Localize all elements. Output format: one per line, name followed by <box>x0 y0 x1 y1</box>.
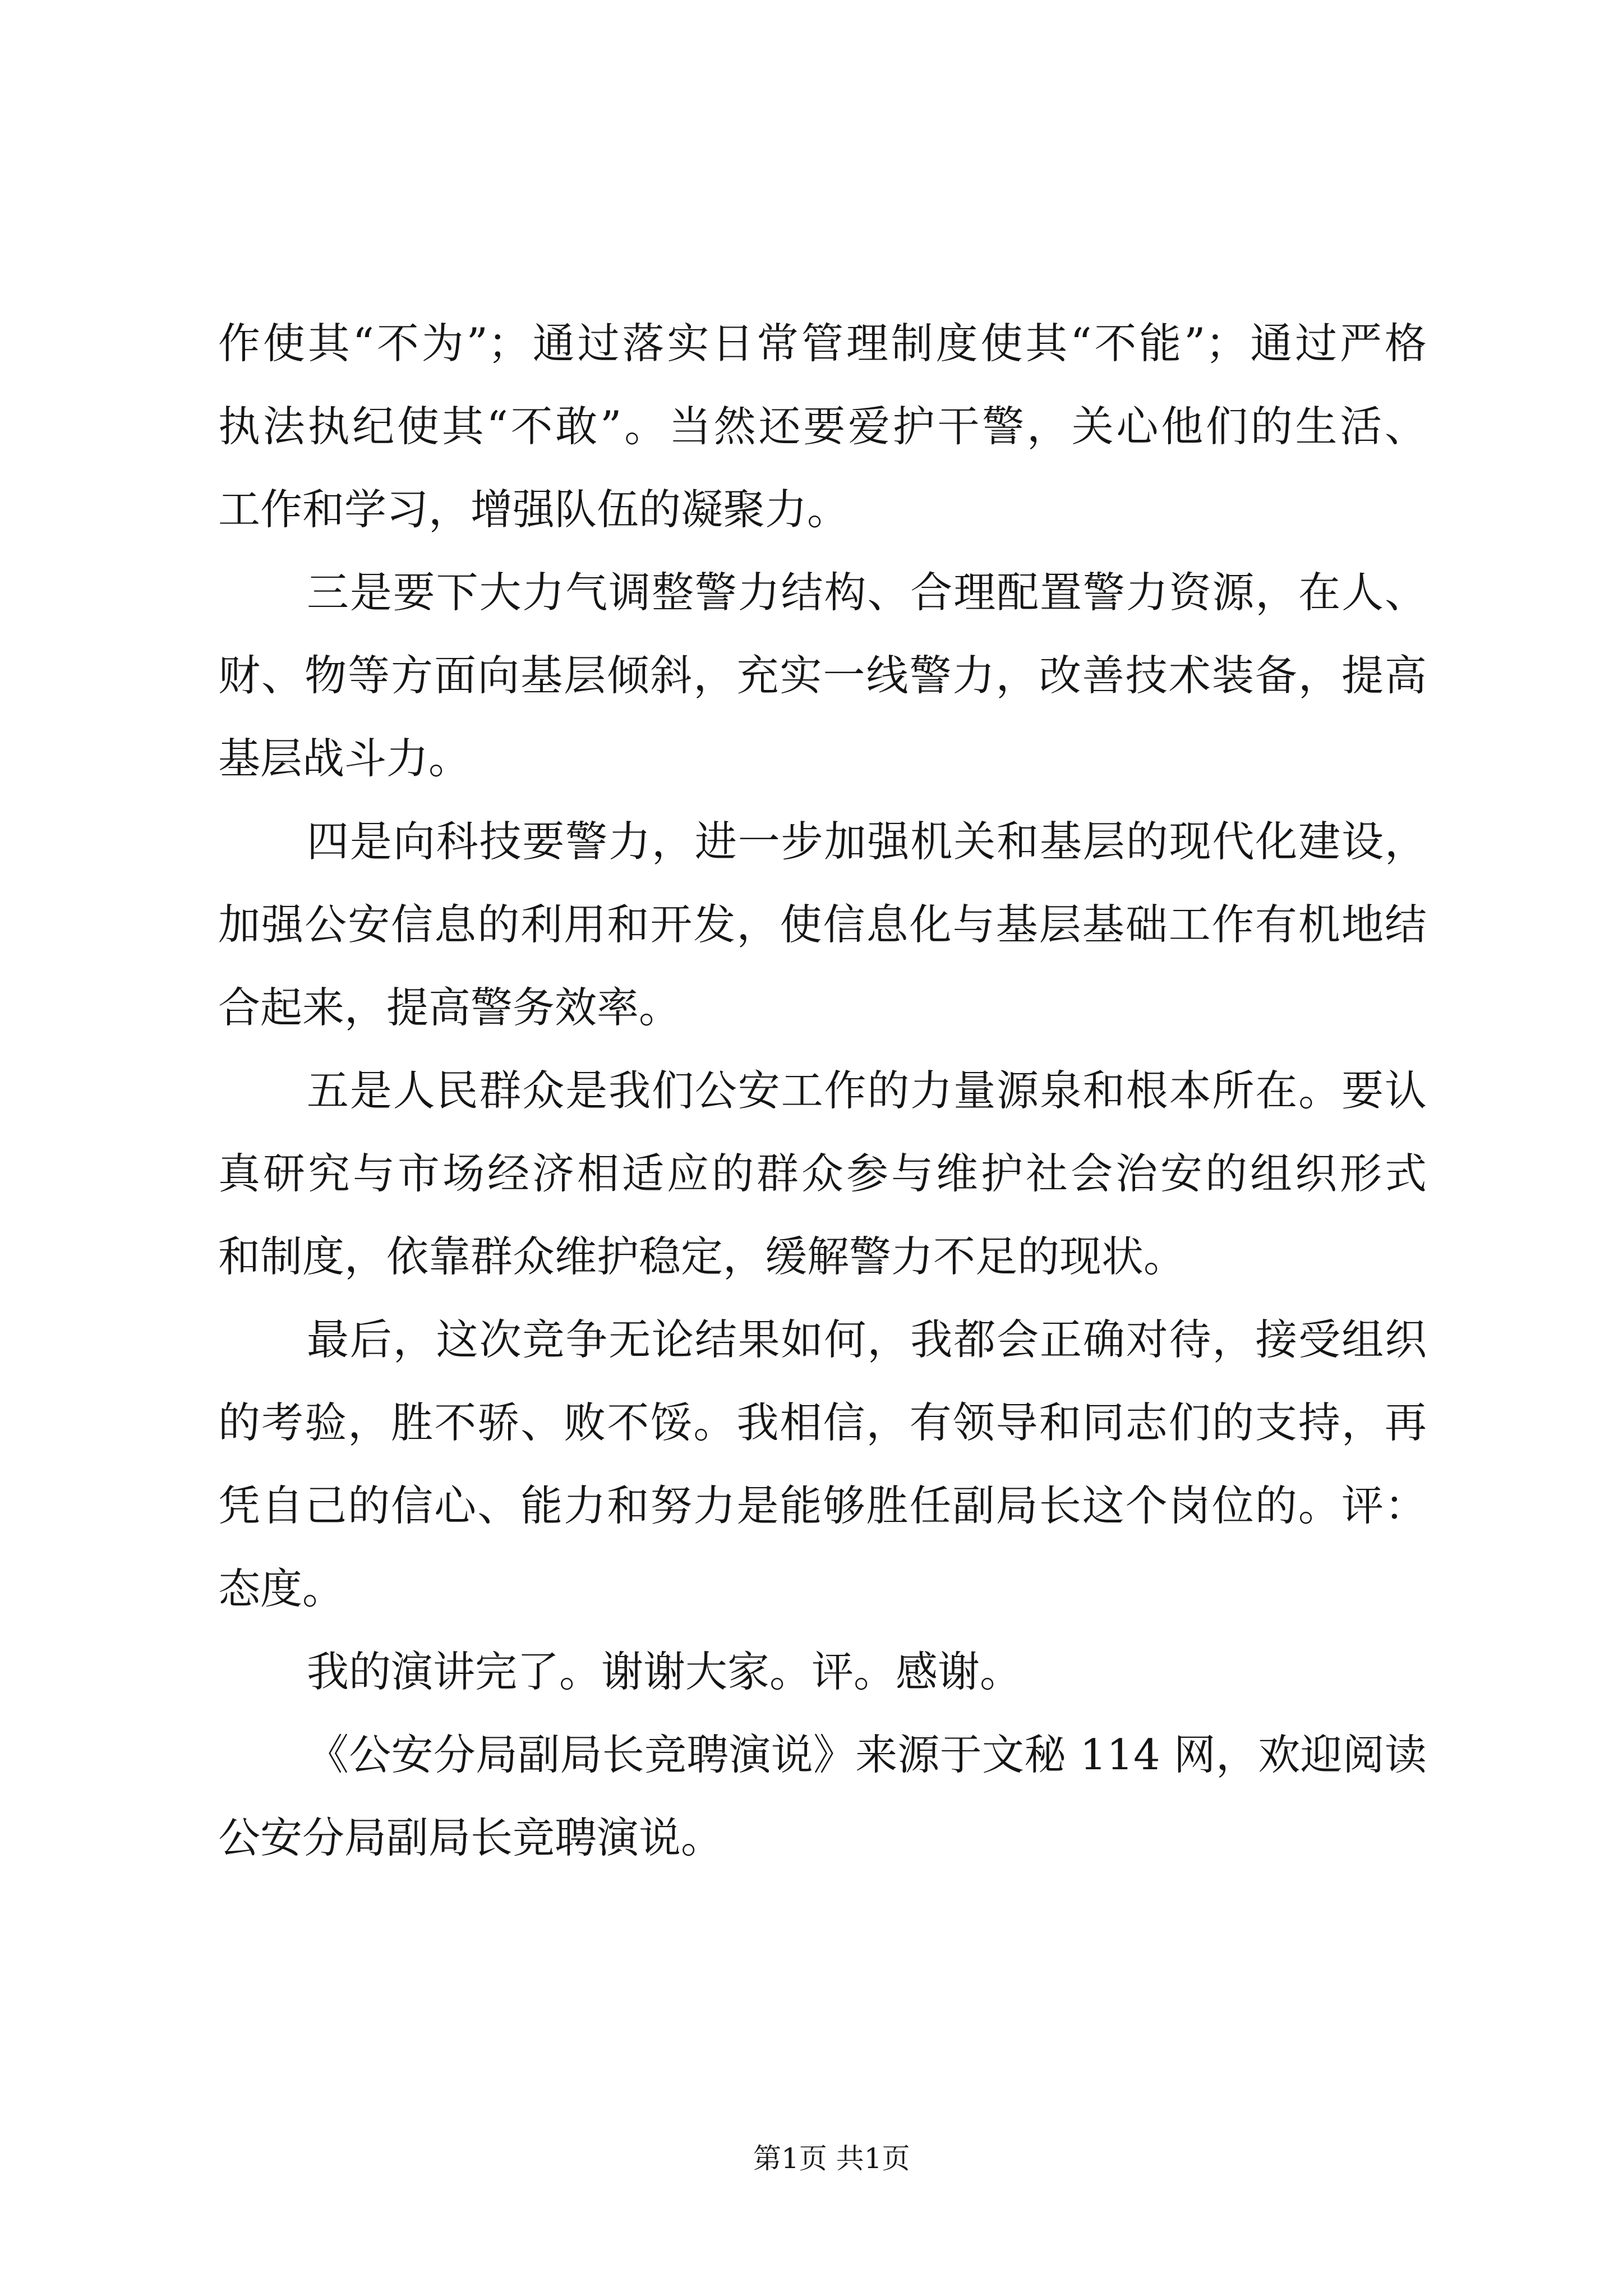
paragraph <box>218 800 1427 1049</box>
text-line: 四是向科技要警力，进一步加强机关和基层的现代化建设， <box>307 817 1427 866</box>
document-body <box>218 302 1427 1879</box>
paragraph <box>218 1630 1427 1713</box>
paragraph <box>218 551 1427 800</box>
text-line: 公安分局副局长竞聘演说。 <box>218 1813 723 1862</box>
page-number-footer: 第1页 共1页 <box>753 2142 910 2175</box>
paragraph <box>218 1298 1427 1630</box>
text-line: 合起来，提高警务效率。 <box>218 983 681 1032</box>
text-line: 《公安分局副局长竞聘演说》来源于文秘 114 网，欢迎阅读 <box>307 1730 1427 1779</box>
text-line: 作使其“不为”；通过落实日常管理制度使其“不能”；通过严格 <box>218 319 1427 368</box>
text-line: 五是人民群众是我们公安工作的力量源泉和根本所在。要认 <box>307 1066 1427 1115</box>
text-line: 凭自己的信心、能力和努力是能够胜任副局长这个岗位的。评： <box>218 1481 1427 1530</box>
text-line: 执法执纪使其“不敢”。当然还要爱护干警，关心他们的生活、 <box>218 402 1427 451</box>
text-line: 工作和学习，增强队伍的凝聚力。 <box>218 485 850 534</box>
paragraph <box>218 1713 1427 1879</box>
text-line: 基层战斗力。 <box>218 734 471 783</box>
paragraph <box>218 302 1427 551</box>
text-line: 三是要下大力气调整警力结构、合理配置警力资源，在人、 <box>307 568 1427 617</box>
text-line: 财、物等方面向基层倾斜，充实一线警力，改善技术装备，提高 <box>218 651 1427 700</box>
text-line: 加强公安信息的利用和开发，使信息化与基层基础工作有机地结 <box>218 900 1427 949</box>
text-line: 和制度，依靠群众维护稳定，缓解警力不足的现状。 <box>218 1232 1186 1281</box>
text-line: 最后，这次竞争无论结果如何，我都会正确对待，接受组织 <box>307 1315 1427 1364</box>
text-line: 态度。 <box>218 1564 345 1613</box>
text-line: 我的演讲完了。谢谢大家。评。感谢。 <box>307 1647 1022 1696</box>
paragraph <box>218 1049 1427 1298</box>
text-line: 的考验，胜不骄、败不馁。我相信，有领导和同志们的支持，再 <box>218 1398 1427 1447</box>
text-line: 真研究与市场经济相适应的群众参与维护社会治安的组织形式 <box>218 1149 1427 1198</box>
